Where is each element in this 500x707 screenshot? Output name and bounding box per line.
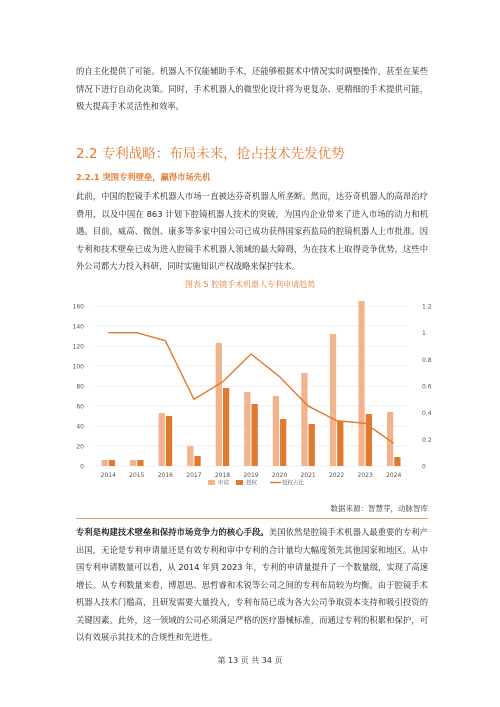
x-tick-label: 2023 xyxy=(357,472,373,479)
line-grant-ratio xyxy=(108,333,393,444)
x-tick-label: 2016 xyxy=(157,472,174,479)
legend-swatch xyxy=(208,480,215,485)
x-tick-label: 2022 xyxy=(328,472,345,479)
divider xyxy=(76,518,428,519)
figure-title: 图表 5 腔镜手术机器人专利申请趋势 xyxy=(184,280,316,289)
bar-apply xyxy=(101,460,107,466)
y2-tick-label: 0.2 xyxy=(422,436,432,444)
y2-tick-label: 1.2 xyxy=(422,303,432,311)
bar-apply xyxy=(273,396,279,466)
bar-grant xyxy=(280,419,286,466)
bar-grant xyxy=(366,414,372,466)
bar-apply xyxy=(244,392,250,466)
bar-apply xyxy=(216,343,222,466)
y2-tick-label: 0.8 xyxy=(422,356,432,364)
x-tick-label: 2015 xyxy=(129,472,145,479)
bar-grant xyxy=(137,460,143,466)
y2-tick-label: 1 xyxy=(422,330,426,338)
body-paragraph: 此前，中国的腔镜手术机器人市场一直被达芬奇机器人所垄断。然而，达芬奇机器人的高昂治疗费用，以及中国在 863 计划下腔镜机器人技术的突破，为国内企业带来了进入市场的动力和机遇。目前，威高、微创、康多等多家中国公司已成功获得国家药监局的腔镜机器人上市批准。因专利和技术壁垒已成为进入腔镜手术机器人领域的最大障碍，为在技术上取得竞争优势，这些中外公司都大力投入科研，同时实施知识产权战略来保护技术。 xyxy=(76,191,428,271)
bar-grant xyxy=(394,457,400,466)
x-tick-label: 2021 xyxy=(300,472,316,479)
x-tick-label: 2014 xyxy=(100,472,116,479)
bar-grant xyxy=(223,388,229,466)
bar-apply xyxy=(159,413,165,466)
y-tick-label: 120 xyxy=(72,343,84,351)
y2-tick-label: 0.4 xyxy=(422,410,432,418)
legend-label: 申请 xyxy=(218,480,230,487)
bar-apply xyxy=(358,301,364,466)
y-tick-label: 0 xyxy=(80,463,84,471)
bar-grant xyxy=(166,416,172,466)
bar-grant xyxy=(309,424,315,466)
section-heading: 2.2 专利战略：布局未来，抢占技术先发优势 xyxy=(76,146,345,162)
paragraph-2-body: 美国依然是腔镜手术机器人最重要的专利产出国，无论是专利申请量还是有效专利和审中专利的合计量均大幅度领先其他国家和地区。从中国专利申请数量可以看，从 2014 年到 2023 年，专利的申请量提升了一个数量级，实现了高速增长。从专利数量来看，博恩思、思哲睿和术锐等公司之间的专利布局较为均衡。由于腔镜手术机器人技术门槛高，且研发需要大量投入，专利布局已成为各大公司争取资本支持和吸引投资的关键因素。此外，这一领域的公司必须满足严格的医疗器械标准，而通过专利的积累和保护，可以有效展示其技术的合规性和先进性。 xyxy=(76,527,428,642)
x-tick-label: 2018 xyxy=(214,472,231,479)
bar-apply xyxy=(330,334,336,466)
bar-grant xyxy=(194,456,200,466)
y-tick-label: 20 xyxy=(76,443,84,451)
subsection-heading: 2.2.1 突围专利壁垒，赢得市场先机 xyxy=(76,172,211,182)
y-tick-label: 80 xyxy=(76,383,84,391)
y-tick-label: 140 xyxy=(72,323,84,331)
x-tick-label: 2024 xyxy=(386,472,402,479)
paragraph-2 xyxy=(76,524,428,647)
y-tick-label: 60 xyxy=(76,403,84,411)
x-tick-label: 2017 xyxy=(186,472,202,479)
paragraph-2-lead: 专利是构建技术壁垒和保持市场竞争力的核心手段。 xyxy=(76,527,269,537)
y2-tick-label: 0 xyxy=(422,463,426,471)
bar-apply xyxy=(130,460,136,466)
source-note: 数据来源：智慧芽，动脉智库 xyxy=(330,504,428,513)
intro-paragraph: 的自主化提供了可能。机器人不仅能辅助手术，还能够根据术中情况实时调整操作，甚至在某些情况下进行自动化决策。同时，手术机器人的微型化设计将为更复杂、更精细的手术提供可能，极大提高手术灵活性和效率。 xyxy=(76,66,428,111)
patent-trend-chart xyxy=(60,294,448,494)
bar-grant xyxy=(109,460,115,466)
legend-label: 授权占比 xyxy=(282,480,305,487)
y-tick-label: 100 xyxy=(72,363,84,371)
page-footer: 第 13 页 共 34 页 xyxy=(217,656,283,665)
y2-tick-label: 0.6 xyxy=(422,383,432,391)
legend-swatch xyxy=(236,480,243,485)
bar-grant xyxy=(252,404,258,466)
bar-apply xyxy=(301,373,307,466)
bar-apply xyxy=(187,446,193,466)
bar-grant xyxy=(337,421,343,466)
legend-label: 授权 xyxy=(246,480,258,487)
x-tick-label: 2019 xyxy=(243,472,259,479)
y-tick-label: 40 xyxy=(76,423,84,431)
y-tick-label: 160 xyxy=(72,303,84,311)
x-tick-label: 2020 xyxy=(271,472,288,479)
